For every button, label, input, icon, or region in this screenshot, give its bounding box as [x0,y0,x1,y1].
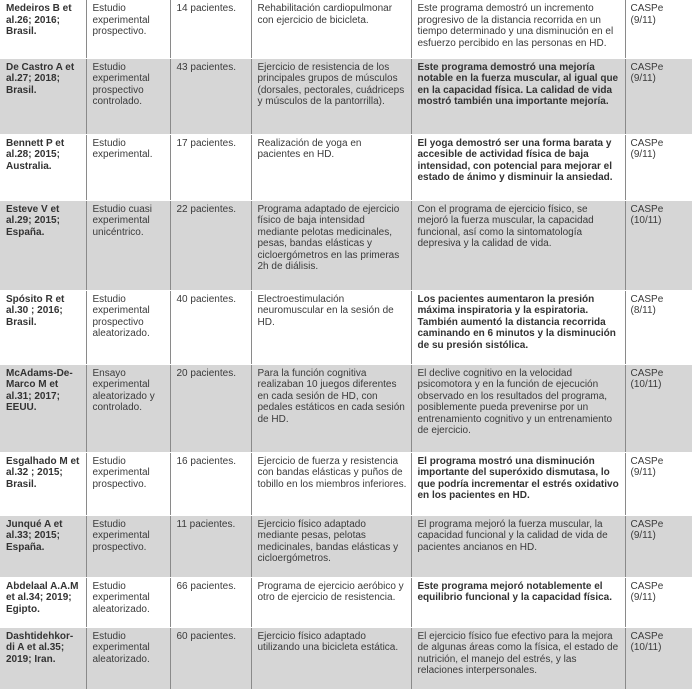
casp-cell: CASPe (9/11) [625,452,692,515]
casp-cell: CASPe (10/11) [625,200,692,290]
design-cell: Estudio experimental aleatorizado. [86,577,170,627]
design-cell: Estudio experimental prospectivo controlado. [86,58,170,134]
design-cell: Ensayo experimental aleatorizado y controlado. [86,364,170,452]
casp-cell: CASPe (9/11) [625,134,692,200]
casp-cell: CASPe (9/11) [625,577,692,627]
table-row [0,200,692,290]
design-cell: Estudio experimental prospectivo. [86,452,170,515]
design-cell: Estudio experimental prospectivo. [86,0,170,58]
result-cell: El programa mejoró la fuerza muscular, la capacidad funcional y la calidad de vida de pacientes ancianos en HD. [411,515,625,577]
intervention-cell: Ejercicio físico adaptado utilizando una bicicleta estática. [251,627,411,689]
table-row [0,515,692,577]
casp-cell: CASPe (8/11) [625,290,692,364]
author-cell: Abdelaal A.A.M et al.34; 2019; Egipto. [0,577,86,627]
intervention-cell: Programa de ejercicio aeróbico y otro de ejercicio de resistencia. [251,577,411,627]
sample-cell: 14 pacientes. [170,0,251,58]
result-cell: El declive cognitivo en la velocidad psicomotora y en la función de ejecución observado en los resultados del programa, posiblemente pueda prevenirse por un entrenamiento cognitivo y un entrenamiento de ejercicio. [411,364,625,452]
intervention-cell: Para la función cognitiva realizaban 10 juegos diferentes en cada sesión de HD, con pedales estáticos en cada sesión de HD. [251,364,411,452]
result-cell: Este programa mejoró notablemente el equilibrio funcional y la capacidad física. [411,577,625,627]
sample-cell: 66 pacientes. [170,577,251,627]
result-cell: Los pacientes aumentaron la presión máxima inspiratoria y la espiratoria. También aumentó la distancia recorrida caminando en 6 minutos y la disminución de su presión sistólica. [411,290,625,364]
table-row [0,577,692,627]
sample-cell: 16 pacientes. [170,452,251,515]
author-cell: Dashtidehkor-di A et al.35; 2019; Iran. [0,627,86,689]
intervention-cell: Ejercicio físico adaptado mediante pesas, pelotas medicinales, bandas elásticas y cicloergómetros. [251,515,411,577]
table-row [0,0,692,58]
design-cell: Estudio experimental prospectivo aleatorizado. [86,290,170,364]
intervention-cell: Ejercicio de resistencia de los principales grupos de músculos (dorsales, pectorales, cuádriceps y músculos de la pantorrilla). [251,58,411,134]
table-row [0,290,692,364]
author-cell: Medeiros B et al.26; 2016; Brasil. [0,0,86,58]
intervention-cell: Programa adaptado de ejercicio físico de baja intensidad mediante pelotas medicinales, pesas, bandas elásticas y cicloergómetros en las primeras 2h de diálisis. [251,200,411,290]
table-row [0,452,692,515]
result-cell: Con el programa de ejercicio físico, se mejoró la fuerza muscular, la capacidad funcional, así como la sintomatología depresiva y la calidad de vida. [411,200,625,290]
casp-cell: CASPe (9/11) [625,515,692,577]
table-row [0,364,692,452]
result-cell: El yoga demostró ser una forma barata y accesible de actividad física de baja intensidad, con potencial para mejorar el estado de ánimo y disminuir la ansiedad. [411,134,625,200]
sample-cell: 20 pacientes. [170,364,251,452]
casp-cell: CASPe (9/11) [625,0,692,58]
table-row [0,134,692,200]
casp-cell: CASPe (10/11) [625,627,692,689]
author-cell: Junqué A et al.33; 2015; España. [0,515,86,577]
intervention-cell: Realización de yoga en pacientes en HD. [251,134,411,200]
sample-cell: 17 pacientes. [170,134,251,200]
author-cell: Bennett P et al.28; 2015; Australia. [0,134,86,200]
sample-cell: 11 pacientes. [170,515,251,577]
author-cell: De Castro A et al.27; 2018; Brasil. [0,58,86,134]
result-cell: Este programa demostró una mejoría notable en la fuerza muscular, al igual que en la capacidad física. La calidad de vida mostró también una importante mejoría. [411,58,625,134]
author-cell: Spósito R et al.30 ; 2016; Brasil. [0,290,86,364]
table-row [0,58,692,134]
author-cell: Esgalhado M et al.32 ; 2015; Brasil. [0,452,86,515]
intervention-cell: Ejercicio de fuerza y resistencia con bandas elásticas y puños de tobillo en los miembros inferiores. [251,452,411,515]
sample-cell: 22 pacientes. [170,200,251,290]
design-cell: Estudio experimental aleatorizado. [86,627,170,689]
casp-cell: CASPe (9/11) [625,58,692,134]
author-cell: Esteve V et al.29; 2015; España. [0,200,86,290]
intervention-cell: Rehabilitación cardiopulmonar con ejercicio de bicicleta. [251,0,411,58]
design-cell: Estudio experimental prospectivo. [86,515,170,577]
sample-cell: 43 pacientes. [170,58,251,134]
design-cell: Estudio experimental. [86,134,170,200]
result-cell: El programa mostró una disminución importante del superóxido dismutasa, lo que podría incrementar el estrés oxidativo en los pacientes en HD. [411,452,625,515]
table-row [0,627,692,689]
sample-cell: 40 pacientes. [170,290,251,364]
intervention-cell: Electroestimulación neuromuscular en la sesión de HD. [251,290,411,364]
result-cell: El ejercicio físico fue efectivo para la mejora de algunas áreas como la física, el estado de nutrición, el manejo del estrés, y las relaciones interpersonales. [411,627,625,689]
author-cell: McAdams-De-Marco M et al.31; 2017; EEUU. [0,364,86,452]
result-cell: Este programa demostró un incremento progresivo de la distancia recorrida en un tiempo determinado y una disminución en el esfuerzo percibido en las personas en HD. [411,0,625,58]
casp-cell: CASPe (10/11) [625,364,692,452]
design-cell: Estudio cuasi experimental unicéntrico. [86,200,170,290]
sample-cell: 60 pacientes. [170,627,251,689]
